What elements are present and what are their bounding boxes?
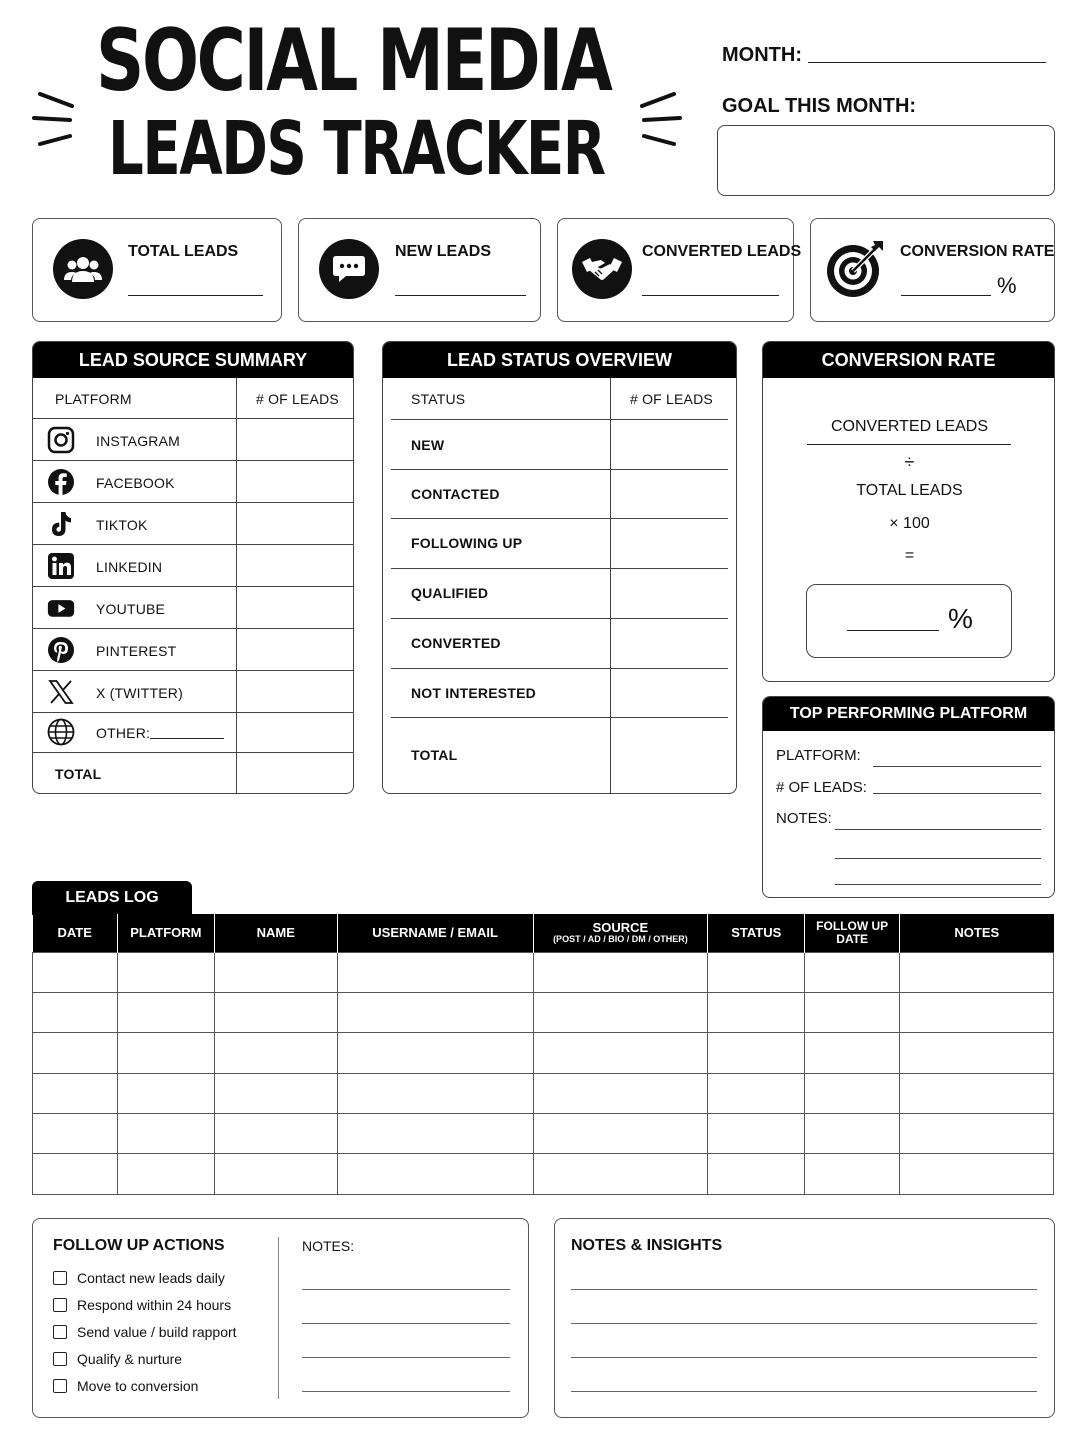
platform-row-facebook: [33, 461, 354, 503]
platform-row-tiktok: [33, 503, 354, 545]
top-platform-panel: [762, 696, 1055, 898]
col-date: DATE: [33, 914, 118, 952]
insights-line[interactable]: [571, 1391, 1037, 1392]
platform-label: FACEBOOK: [96, 475, 175, 491]
notes-line[interactable]: [302, 1289, 510, 1290]
top-platform-label: PLATFORM:: [776, 747, 861, 764]
top-notes-line[interactable]: [835, 829, 1041, 830]
insights-line[interactable]: [571, 1323, 1037, 1324]
right-rays-decoration: [634, 88, 684, 150]
col-username-email: USERNAME / EMAIL: [337, 914, 533, 952]
platform-label: X (TWITTER): [96, 685, 183, 701]
top-notes-line[interactable]: [835, 884, 1041, 885]
stat-card-new-leads: [298, 218, 541, 322]
col-source: SOURCE (POST / AD / BIO / DM / OTHER): [533, 914, 708, 952]
top-leads-field[interactable]: [873, 793, 1041, 794]
insights-line[interactable]: [571, 1289, 1037, 1290]
linkedin-icon: [47, 552, 75, 580]
follow-up-item[interactable]: Qualify & nurture: [53, 1351, 182, 1367]
checkbox[interactable]: [53, 1379, 67, 1393]
source-subtitle: (POST / AD / BIO / DM / OTHER): [553, 933, 688, 944]
youtube-icon: [47, 594, 75, 622]
target-icon: [825, 237, 887, 304]
platform-label: OTHER:: [96, 725, 151, 741]
leads-col-header: # OF LEADS: [256, 391, 339, 407]
stat-label-total-leads: TOTAL LEADS: [128, 243, 239, 260]
facebook-icon: [47, 468, 75, 496]
table-row: [33, 1154, 1054, 1194]
platform-label: LINKEDIN: [96, 559, 163, 575]
platform-row-pinterest: [33, 629, 354, 671]
col-follow-up-date: FOLLOW UP DATE: [805, 914, 900, 952]
platform-row-other: [33, 713, 354, 753]
stat-label-new-leads: NEW LEADS: [395, 243, 491, 260]
conversion-result-box[interactable]: [806, 584, 1012, 658]
platform-label: INSTAGRAM: [96, 433, 180, 449]
follow-up-item[interactable]: Respond within 24 hours: [53, 1297, 231, 1313]
conversion-rate-field[interactable]: [901, 295, 991, 296]
platform-col-header: PLATFORM: [55, 391, 132, 407]
insights-line[interactable]: [571, 1357, 1037, 1358]
follow-up-item[interactable]: Contact new leads daily: [53, 1270, 225, 1286]
stat-card-total-leads: [32, 218, 282, 322]
x-twitter-icon: [47, 678, 75, 706]
new-leads-field[interactable]: [395, 295, 526, 296]
lead-source-summary-panel: [32, 341, 354, 794]
top-platform-field[interactable]: [873, 766, 1041, 767]
globe-icon: [47, 718, 75, 746]
table-row: [33, 992, 1054, 1032]
goal-field[interactable]: [717, 125, 1055, 196]
lead-status-overview-panel: [382, 341, 737, 794]
lead-status-title: LEAD STATUS OVERVIEW: [383, 342, 736, 378]
lead-source-total-label: TOTAL: [55, 766, 102, 782]
table-row: [33, 952, 1054, 992]
col-platform: PLATFORM: [117, 914, 214, 952]
instagram-icon: [47, 426, 75, 454]
formula-equals: =: [904, 547, 915, 564]
status-total-label: TOTAL: [411, 747, 458, 763]
users-icon: [53, 239, 113, 299]
status-label: FOLLOWING UP: [411, 535, 523, 551]
title-line-2: LEADS TRACKER: [108, 106, 605, 192]
follow-up-panel: [32, 1218, 529, 1418]
top-platform-title: TOP PERFORMING PLATFORM: [763, 697, 1054, 731]
platform-row-instagram: [33, 419, 354, 461]
platform-label: PINTEREST: [96, 643, 177, 659]
table-row: [33, 1073, 1054, 1113]
status-col-header: STATUS: [411, 391, 466, 407]
follow-up-item[interactable]: Move to conversion: [53, 1378, 198, 1394]
conversion-rate-panel: [762, 341, 1055, 682]
handshake-icon: [572, 239, 632, 299]
leads-log-table: [32, 914, 1054, 1195]
stat-label-converted-leads: CONVERTED LEADS: [642, 243, 802, 260]
follow-up-item[interactable]: Send value / build rapport: [53, 1324, 237, 1340]
stat-card-converted-leads: [557, 218, 802, 322]
conversion-rate-title: CONVERSION RATE: [763, 342, 1054, 378]
result-percent-sign: %: [948, 603, 973, 634]
chat-bubble-icon: [319, 239, 379, 299]
checkbox[interactable]: [53, 1325, 67, 1339]
platform-row-youtube: [33, 587, 354, 629]
pinterest-icon: [47, 636, 75, 664]
converted-leads-field[interactable]: [642, 295, 779, 296]
follow-up-title: FOLLOW UP ACTIONS: [53, 1237, 225, 1254]
tiktok-icon: [47, 510, 75, 538]
checkbox[interactable]: [53, 1271, 67, 1285]
other-platform-field[interactable]: [150, 738, 224, 739]
checkbox[interactable]: [53, 1352, 67, 1366]
platform-label: YOUTUBE: [96, 601, 166, 617]
status-label: CONVERTED: [411, 635, 501, 651]
platform-row-linkedin: [33, 545, 354, 587]
col-notes: NOTES: [900, 914, 1054, 952]
formula-multiply: × 100: [889, 515, 930, 532]
notes-insights-panel: [554, 1218, 1055, 1418]
goal-label: GOAL THIS MONTH:: [722, 95, 917, 117]
notes-insights-title: NOTES & INSIGHTS: [571, 1237, 723, 1254]
follow-up-notes-label: NOTES:: [302, 1238, 355, 1254]
status-label: NEW: [411, 437, 445, 453]
status-label: CONTACTED: [411, 486, 500, 502]
month-label: MONTH:: [722, 44, 802, 66]
month-field[interactable]: [808, 62, 1046, 63]
status-leads-col-header: # OF LEADS: [630, 391, 713, 407]
percent-sign: %: [997, 273, 1017, 298]
col-status: STATUS: [708, 914, 805, 952]
top-notes-label: NOTES:: [776, 810, 832, 827]
formula-numerator: CONVERTED LEADS: [830, 418, 989, 435]
stat-card-conversion-rate: [810, 218, 1055, 322]
table-row: [33, 1033, 1054, 1073]
status-label: QUALIFIED: [411, 585, 489, 601]
total-leads-field[interactable]: [128, 295, 263, 296]
formula-denominator: TOTAL LEADS: [856, 482, 963, 499]
notes-line[interactable]: [302, 1357, 510, 1358]
status-label: NOT INTERESTED: [411, 685, 536, 701]
col-name: NAME: [214, 914, 337, 952]
notes-line[interactable]: [302, 1323, 510, 1324]
notes-line[interactable]: [302, 1391, 510, 1392]
left-rays-decoration: [30, 88, 80, 150]
stat-label-conversion-rate: CONVERSION RATE: [900, 243, 1055, 260]
formula-divide: ÷: [904, 452, 915, 472]
top-leads-label: # OF LEADS:: [776, 779, 867, 796]
checkbox[interactable]: [53, 1298, 67, 1312]
table-row: [33, 1114, 1054, 1154]
lead-source-header-row: [33, 378, 354, 419]
leads-log-tab: LEADS LOG: [32, 881, 192, 915]
title-line-1: SOCIAL MEDIA: [96, 11, 611, 111]
platform-row-x-twitter: [33, 671, 354, 713]
lead-source-title: LEAD SOURCE SUMMARY: [33, 342, 353, 378]
platform-label: TIKTOK: [96, 517, 148, 533]
top-notes-line[interactable]: [835, 858, 1041, 859]
